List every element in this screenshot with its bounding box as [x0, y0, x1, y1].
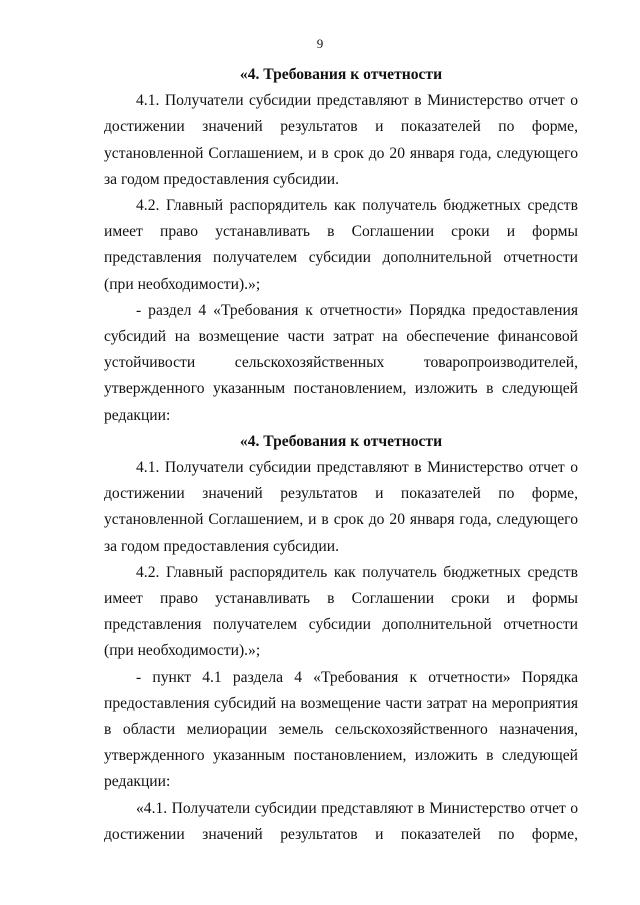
- paragraph: 4.1. Получатели субсидии представляют в Министерство отчет о достижении значений результатов и показателей по форме, установленной Соглашением, и в срок до 20 января года, следующего за годом предоставления субсидии.: [104, 92, 578, 188]
- paragraph: - раздел 4 «Требования к отчетности» Порядка предоставления субсидий на возмещение части затрат на обеспечение финансовой устойчивости сельскохозяйственных товаропроизводителей, утвержденного указанным постановлением, изложить в следующей редакции:: [104, 301, 578, 424]
- paragraph: - пункт 4.1 раздела 4 «Требования к отчетности» Порядка предоставления субсидий на возмещение части затрат на мероприятия в области мелиорации земель сельскохозяйственного назначения, утвержденного указанным постановлением, изложить в следующей редакции:: [104, 668, 578, 791]
- page-number: 9: [316, 36, 324, 51]
- section-heading: «4. Требования к отчетности: [239, 432, 443, 450]
- paragraph: 4.2. Главный распорядитель как получатель бюджетных средств имеет право устанавливать в Соглашении сроки и формы представления получателем субсидии дополнительной отчетности (при необходимости).»;: [104, 563, 578, 660]
- section-heading: «4. Требования к отчетности: [239, 66, 443, 83]
- paragraph: 4.2. Главный распорядитель как получатель бюджетных средств имеет право устанавливать в Соглашении сроки и формы представления получателем субсидии дополнительной отчетности (при необходимости).»;: [104, 197, 578, 293]
- document-body: [104, 62, 578, 848]
- paragraph-continued: «4.1. Получатели субсидии представляют в Министерство отчет о достижении значений результатов и показателей по форме,: [104, 799, 578, 843]
- paragraph: 4.1. Получатели субсидии представляют в Министерство отчет о достижении значений результатов и показателей по форме, установленной Соглашением, и в срок до 20 января года, следующего за годом предоставления субсидии.: [104, 459, 578, 555]
